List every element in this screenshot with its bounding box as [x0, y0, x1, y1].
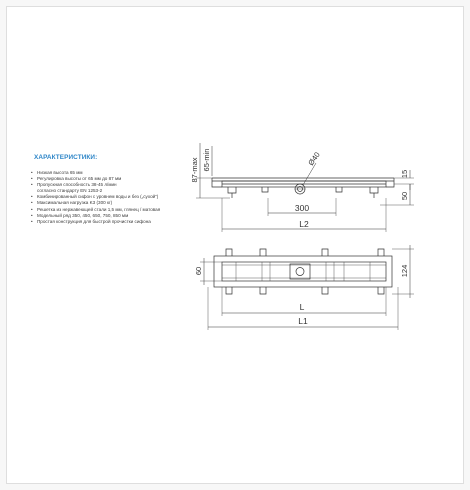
spec-item-text: Простая конструкция для быстрой прочистки сифона: [37, 218, 151, 224]
dim-15: 15: [400, 169, 409, 179]
bullet-icon: •: [31, 200, 33, 206]
dim-L1: L1: [298, 316, 308, 326]
spec-item-text: Пропускная способность 38-45 л/мин: [37, 182, 117, 188]
dim-300: 300: [294, 203, 310, 213]
bullet-icon: •: [31, 194, 33, 200]
bullet-icon: •: [31, 182, 33, 188]
spec-item-text: Модельный ряд 350, 450, 650, 750, 850 мм: [37, 212, 129, 218]
dim-124: 124: [400, 264, 409, 278]
dim-50: 50: [400, 191, 409, 201]
bullet-icon: •: [31, 212, 33, 218]
dim-87-max: 87-max: [190, 157, 199, 183]
spec-item-text: Максимальная нагрузка K3 (300 кг): [37, 200, 113, 206]
spec-item-text: Низкая высота 65 мм: [37, 170, 83, 175]
bullet-icon: •: [31, 218, 33, 224]
dim-diameter: Ø40: [306, 150, 322, 168]
bullet-icon: •: [31, 176, 33, 182]
dim-L2: L2: [299, 219, 309, 229]
spec-item-text: Комбинированный сифон с уровнем воды и без („сухой“): [37, 194, 159, 200]
dim-L: L: [299, 302, 305, 312]
dim-65-min: 65-min: [202, 148, 211, 172]
bullet-icon: •: [31, 206, 33, 212]
dim-60: 60: [194, 266, 203, 276]
specs-title: ХАРАКТЕРИСТИКИ:: [34, 154, 98, 161]
spec-item-text: согласно стандарту EN 1253-2: [37, 188, 103, 194]
spec-item-text: Регулировка высоты от 65 мм до 87 мм: [37, 176, 122, 182]
spec-item-text: Решетка из нержавеющей стали 1,5 мм, глянец / матовая: [37, 206, 161, 212]
bullet-icon: •: [31, 170, 33, 175]
